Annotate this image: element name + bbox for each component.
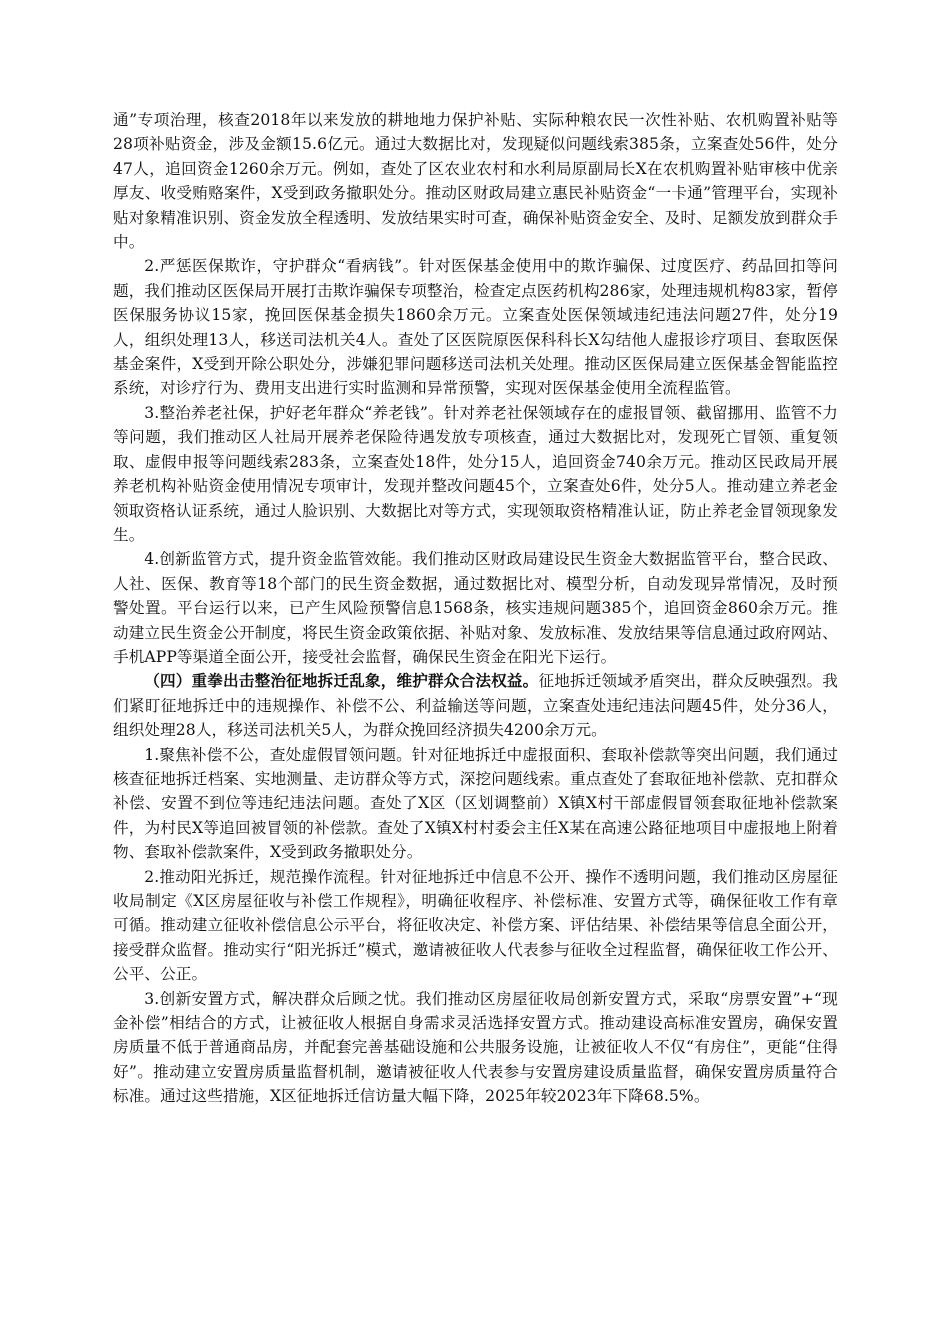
paragraph-text: 征地拆迁领域矛盾突出，群众反映强烈。我们紧盯征地拆迁中的违规操作、补偿不公、利益输送等问题，立案查处违纪违法问题45件，处分36人，组织处理28人，移送司法机关5人，为群众挽回经济损失4200余万元。 [113,672,838,740]
paragraph-text: 3.创新安置方式，解决群众后顾之忧。我们推动区房屋征收局创新安置方式，采取“房票安置”+“现金补偿”相结合的方式，让被征收人根据自身需求灵活选择安置方式。推动建设高标准安置房，确保安置房质量不低于普通商品房，并配套完善基础设施和公共服务设施，让被征收人不仅“有房住”，更能“住得好”。推动建立安置房质量监督机制，邀请被征收人代表参与安置房建设质量监督，确保安置房质量符合标准。通过这些措施，X区征地拆迁信访量大幅下降，2025年较2023年下降68.5%。 [113,989,838,1106]
paragraph-subsidy-continued [113,108,838,254]
section-heading: （四）重拳出击整治征地拆迁乱象，维护群众合法权益。 [144,671,539,691]
paragraph-resettlement [113,987,838,1109]
paragraph-text: 2.严惩医保欺诈，守护群众“看病钱”。针对医保基金使用中的欺诈骗保、过度医疗、药品回扣等问题，我们推动区医保局开展打击欺诈骗保专项整治，检查定点医药机构286家，处理违规机构83家，暂停医保服务协议15家，挽回医保基金损失1860余万元。立案查处医保领域违纪违法问题27件，处分19人，组织处理13人，移送司法机关4人。查处了区医院原医保科科长X勾结他人虚报诊疗项目、套取医保基金案件，X受到开除公职处分，涉嫌犯罪问题移送司法机关处理。推动区医保局建立医保基金智能监控系统，对诊疗行为、费用支出进行实时监测和异常预警，实现对医保基金使用全流程监管。 [113,257,838,398]
paragraph-pension [113,401,838,547]
paragraph-text: 2.推动阳光拆迁，规范操作流程。针对征地拆迁中信息不公开、操作不透明问题，我们推动区房屋征收局制定《X区房屋征收与补偿工作规程》，明确征收程序、补偿标准、安置方式等，确保征收工作有章可循。推动建立征收补偿信息公示平台，将征收决定、补偿方案、评估结果、补偿结果等信息全面公开，接受群众监督。推动实行“阳光拆迁”模式，邀请被征收人代表参与征收全过程监督，确保征收工作公开、公平、公正。 [113,867,838,984]
paragraph-section-four [113,669,838,742]
document-page [113,108,838,1109]
paragraph-compensation [113,743,838,865]
paragraph-text: 通”专项治理，核查2018年以来发放的耕地地力保护补贴、实际种粮农民一次性补贴、农机购置补贴等28项补贴资金，涉及金额15.6亿元。通过大数据比对，发现疑似问题线索385条，立案查处56件，处分47人，追回资金1260余万元。例如，查处了区农业农村和水利局原副局长X在农机购置补贴审核中优亲厚友、收受贿赂案件，X受到政务撤职处分。推动区财政局建立惠民补贴资金“一卡通”管理平台，实现补贴对象精准识别、资金发放全程透明、发放结果实时可查，确保补贴资金安全、及时、足额发放到群众手中。 [113,111,838,252]
paragraph-text: 3.整治养老社保，护好老年群众“养老钱”。针对养老社保领域存在的虚报冒领、截留挪用、监管不力等问题，我们推动区人社局开展养老保险待遇发放专项核查，通过大数据比对，发现死亡冒领、重复领取、虚假申报等问题线索283条，立案查处18件，处分15人，追回资金740余万元。推动区民政局开展养老机构补贴资金使用情况专项审计，发现并整改问题45个，立案查处6件，处分5人。推动建立养老金领取资格认证系统，通过人脸识别、大数据比对等方式，实现领取资格精准认证，防止养老金冒领现象发生。 [113,403,838,544]
paragraph-supervision [113,547,838,669]
paragraph-text: 1.聚焦补偿不公，查处虚假冒领问题。针对征地拆迁中虚报面积、套取补偿款等突出问题，我们通过核查征地拆迁档案、实地测量、走访群众等方式，深挖问题线索。重点查处了套取征地补偿款、克扣群众补偿、安置不到位等违纪违法问题。查处了X区（区划调整前）X镇X村干部虚假冒领套取征地补偿款案件，为村民X等追回被冒领的补偿款。查处了X镇X村村委会主任X某在高速公路征地项目中虚报地上附着物、套取补偿款案件，X受到政务撤职处分。 [113,745,838,862]
paragraph-sunshine-demolition [113,865,838,987]
paragraph-medical-insurance [113,254,838,400]
paragraph-text: 4.创新监管方式，提升资金监管效能。我们推动区财政局建设民生资金大数据监管平台，整合民政、人社、医保、教育等18个部门的民生资金数据，通过数据比对、模型分析，自动发现异常情况，及时预警处置。平台运行以来，已产生风险预警信息1568条，核实违规问题385个，追回资金860余万元。推动建立民生资金公开制度，将民生资金政策依据、补贴对象、发放标准、发放结果等信息通过政府网站、手机APP等渠道全面公开，接受社会监督，确保民生资金在阳光下运行。 [113,550,838,666]
